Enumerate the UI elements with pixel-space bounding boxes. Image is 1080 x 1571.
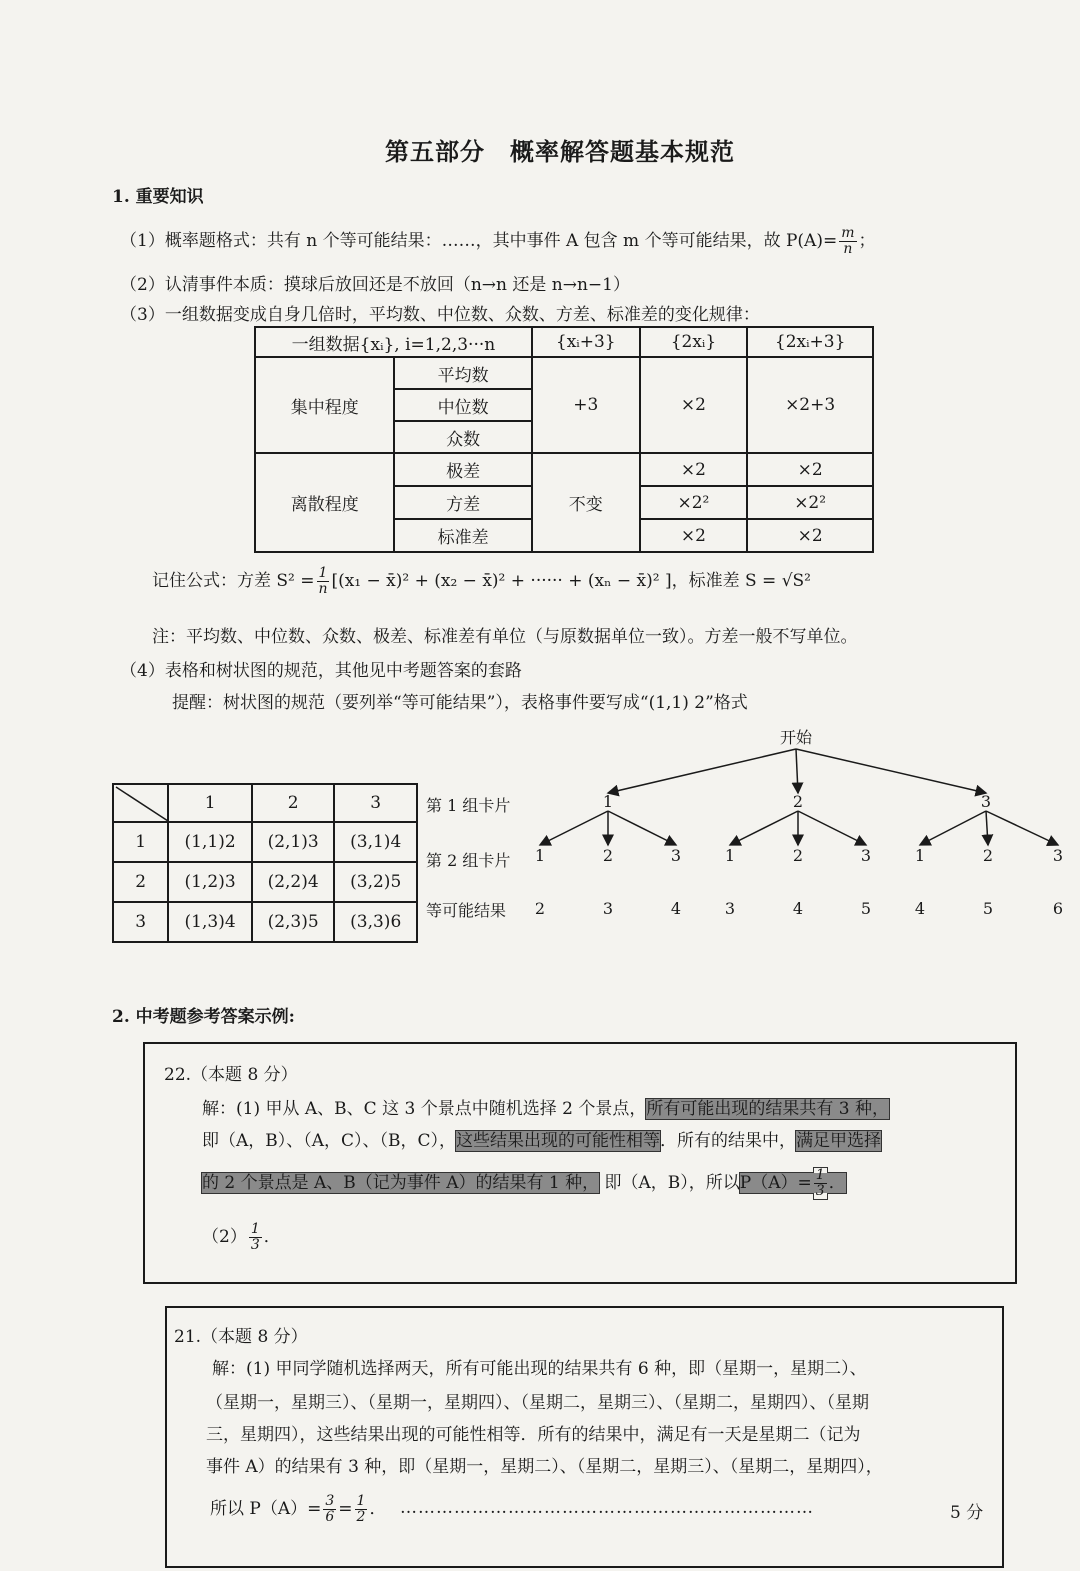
q21-score: 5 分 <box>950 1503 984 1523</box>
stats-header-cell: 一组数据{xᵢ}, i=1,2,3···n <box>255 327 532 357</box>
table-cell: (1,3)4 <box>168 902 252 942</box>
q21-dot-leader: …………………………………………………………… <box>400 1498 814 1518</box>
fraction-m-over-n <box>839 226 856 257</box>
q22-text: ．所有的结果中， <box>660 1131 797 1151</box>
group-label-dispersion: 离散程度 <box>255 453 394 552</box>
group-label-central: 集中程度 <box>255 357 394 453</box>
row-header: 1 <box>113 822 168 862</box>
q21-line-end: ． <box>369 1499 387 1519</box>
stat-name: 方差 <box>394 486 531 519</box>
q22-text: 即（A，B），所以 <box>604 1173 740 1193</box>
stat-value: ×2 <box>747 453 873 486</box>
fraction-numerator: 1 <box>318 565 328 581</box>
page-title: 第五部分 概率解答题基本规范 <box>385 137 735 166</box>
tree-level2-node: 2 <box>602 846 614 865</box>
tree-level2-node: 2 <box>792 846 804 865</box>
q22-probability-highlight <box>739 1167 846 1199</box>
table-cell: (2,3)5 <box>252 902 335 942</box>
tree-root-label: 开始 <box>779 728 813 747</box>
formula-prefix: 记住公式：方差 S² = <box>152 571 315 591</box>
paragraph-2: （2）认清事件本质：摸球后放回还是不放回（n→n 还是 n→n−1） <box>120 275 630 295</box>
q22-line-end: ． <box>263 1227 281 1247</box>
fraction-denominator: 3 <box>250 1237 260 1253</box>
tree-level2-node: 1 <box>724 846 736 865</box>
q22-highlight: 这些结果出现的可能性相等 <box>456 1131 661 1151</box>
fraction-numerator: 1 <box>250 1221 260 1237</box>
paragraph-4: （4）表格和树状图的规范，其他见中考题答案的套路 <box>120 661 522 681</box>
stat-value: ×2² <box>747 486 873 519</box>
section-2-heading: 2. 中考题参考答案示例: <box>112 1007 295 1027</box>
q22-line-4 <box>202 1222 281 1253</box>
fraction-denominator: n <box>843 241 853 257</box>
tree-edge <box>920 811 986 845</box>
tree-result-label: 6 <box>1052 899 1064 918</box>
q22-highlight: 所有可能出现的结果共有 3 种， <box>646 1099 889 1119</box>
fraction-numerator: 1 <box>356 1493 366 1509</box>
q21-line-5 <box>210 1494 386 1525</box>
tree-edge <box>540 811 608 845</box>
tree-level2-node: 3 <box>670 846 682 865</box>
tree-edge <box>608 811 676 845</box>
stat-value: 不变 <box>532 453 640 552</box>
tree-edge <box>730 811 798 845</box>
fraction-1-over-3 <box>249 1222 262 1253</box>
tree-result-label: 5 <box>860 899 872 918</box>
table-cell: (2,2)4 <box>252 862 335 902</box>
q21-line-1: 解：(1) 甲同学随机选择两天，所有可能出现的结果共有 6 种，即（星期一，星期二）、 <box>212 1359 867 1379</box>
stat-value: ×2 <box>640 519 748 552</box>
table-cell: (3,2)5 <box>334 862 417 902</box>
q22-highlight: 满足甲选择 <box>796 1131 882 1151</box>
variance-formula <box>152 566 811 597</box>
tree-level2-node: 3 <box>860 846 872 865</box>
fraction-denominator: 3 <box>815 1183 825 1199</box>
tree-row-label: 第 1 组卡片 <box>426 796 511 815</box>
tree-edge <box>608 749 796 793</box>
column-header: 3 <box>334 784 417 822</box>
tree-edge <box>986 811 988 845</box>
tree-result-label: 3 <box>602 899 614 918</box>
column-header: 2 <box>252 784 335 822</box>
q21-line-2: （星期一，星期三）、（星期一，星期四）、（星期二，星期三）、（星期二，星期四）、（星期 <box>206 1393 869 1413</box>
q22-heading: 22.（本题 8 分） <box>164 1065 298 1085</box>
tree-edge <box>796 749 986 793</box>
q21-heading: 21.（本题 8 分） <box>174 1327 308 1347</box>
fraction-1-over-n <box>317 566 330 597</box>
fraction-numerator: m <box>841 225 855 241</box>
tree-result-label: 5 <box>982 899 994 918</box>
stat-name: 中位数 <box>394 389 531 421</box>
fraction-denominator: n <box>318 581 328 597</box>
paragraph-1 <box>120 226 876 257</box>
tree-level2-node: 1 <box>534 846 546 865</box>
paragraph-1-end: ； <box>858 231 876 251</box>
q22-probability-label: P（A）= <box>739 1173 812 1193</box>
tree-result-label: 4 <box>914 899 926 918</box>
q22-line-2 <box>202 1126 881 1151</box>
q22-highlight: 的 2 个景点是 A、B（记为事件 A）的结果有 1 种， <box>202 1173 600 1193</box>
row-header: 2 <box>113 862 168 902</box>
tree-level2-node: 1 <box>914 846 926 865</box>
tree-result-label: 4 <box>792 899 804 918</box>
tree-row-label: 等可能结果 <box>426 901 507 920</box>
stat-value: +3 <box>532 357 640 453</box>
stats-table <box>254 326 874 553</box>
fraction-1-over-2 <box>355 1494 368 1525</box>
table-cell: (2,1)3 <box>252 822 335 862</box>
q22-part2-label: （2） <box>202 1227 247 1247</box>
q21-probability-label: 所以 P（A）= <box>210 1499 322 1519</box>
equals-sign: = <box>338 1499 353 1519</box>
fraction-denominator: 6 <box>325 1509 335 1525</box>
outcome-table <box>112 783 418 943</box>
stat-name: 极差 <box>394 453 531 486</box>
fraction-denominator: 2 <box>356 1509 366 1525</box>
paragraph-3: （3）一组数据变成自身几倍时，平均数、中位数、众数、方差、标准差的变化规律： <box>120 305 760 325</box>
tree-result-label: 4 <box>670 899 682 918</box>
q22-line-3 <box>202 1168 846 1199</box>
tree-diagram <box>500 725 1075 925</box>
column-header: 1 <box>168 784 252 822</box>
q22-text: 解：(1) 甲从 A、B、C 这 3 个景点中随机选择 2 个景点， <box>202 1099 647 1119</box>
tree-result-label: 3 <box>724 899 736 918</box>
row-header: 3 <box>113 902 168 942</box>
tree-row-label: 第 2 组卡片 <box>426 851 511 870</box>
q22-text: 即（A，B）、（A，C）、（B，C）， <box>202 1131 457 1151</box>
diagonal-corner-cell <box>113 784 168 822</box>
tree-edge <box>796 749 798 793</box>
table-cell: (1,1)2 <box>168 822 252 862</box>
stat-value: ×2² <box>640 486 748 519</box>
stat-name: 平均数 <box>394 357 531 389</box>
section-1-heading: 1. 重要知识 <box>112 187 204 207</box>
tree-result-label: 2 <box>534 899 546 918</box>
stat-name: 标准差 <box>394 519 531 552</box>
tree-level2-node: 3 <box>1052 846 1064 865</box>
fraction-3-over-6 <box>323 1494 336 1525</box>
fraction-numerator: 3 <box>325 1493 335 1509</box>
fraction-numerator: 1 <box>815 1167 825 1183</box>
tree-edge <box>986 811 1058 845</box>
stat-value: ×2 <box>747 519 873 552</box>
stats-header-cell: {2xᵢ+3} <box>747 327 873 357</box>
stat-name: 众数 <box>394 421 531 453</box>
reminder-text: 提醒：树状图的规范（要列举“等可能结果”），表格事件要写成“(1,1) 2”格式 <box>172 693 748 713</box>
q22-line-end: ． <box>828 1173 846 1193</box>
diagonal-line <box>114 785 170 823</box>
tree-level1-node: 3 <box>980 792 992 811</box>
paragraph-1-text: （1）概率题格式：共有 n 个等可能结果：……，其中事件 A 包含 m 个等可能结果，故 P(A)= <box>120 231 838 251</box>
table-cell: (3,3)6 <box>334 902 417 942</box>
tree-level2-node: 2 <box>982 846 994 865</box>
stats-header-cell: {xᵢ+3} <box>532 327 640 357</box>
q21-line-4: 事件 A）的结果有 3 种，即（星期一，星期二）、（星期二，星期三）、（星期二，星期四）， <box>206 1457 883 1477</box>
fraction-1-over-3 <box>814 1168 827 1199</box>
table-cell: (1,2)3 <box>168 862 252 902</box>
note-text: 注：平均数、中位数、众数、极差、标准差有单位（与原数据单位一致）。方差一般不写单位。 <box>152 627 858 647</box>
q21-line-3: 三，星期四），这些结果出现的可能性相等．所有的结果中，满足有一天是星期二（记为 <box>206 1425 861 1445</box>
stat-value: ×2 <box>640 453 748 486</box>
table-cell: (3,1)4 <box>334 822 417 862</box>
stats-header-cell: {2xᵢ} <box>640 327 748 357</box>
q22-line-1 <box>202 1094 889 1119</box>
tree-edge <box>798 811 866 845</box>
tree-level1-node: 2 <box>792 792 804 811</box>
stat-value: ×2+3 <box>747 357 873 453</box>
formula-body: [(x₁ − x̄)² + (x₂ − x̄)² + ······ + (xₙ − x̄)² ]，标准差 S = √S² <box>331 571 811 591</box>
tree-level1-node: 1 <box>602 792 614 811</box>
stat-value: ×2 <box>640 357 748 453</box>
